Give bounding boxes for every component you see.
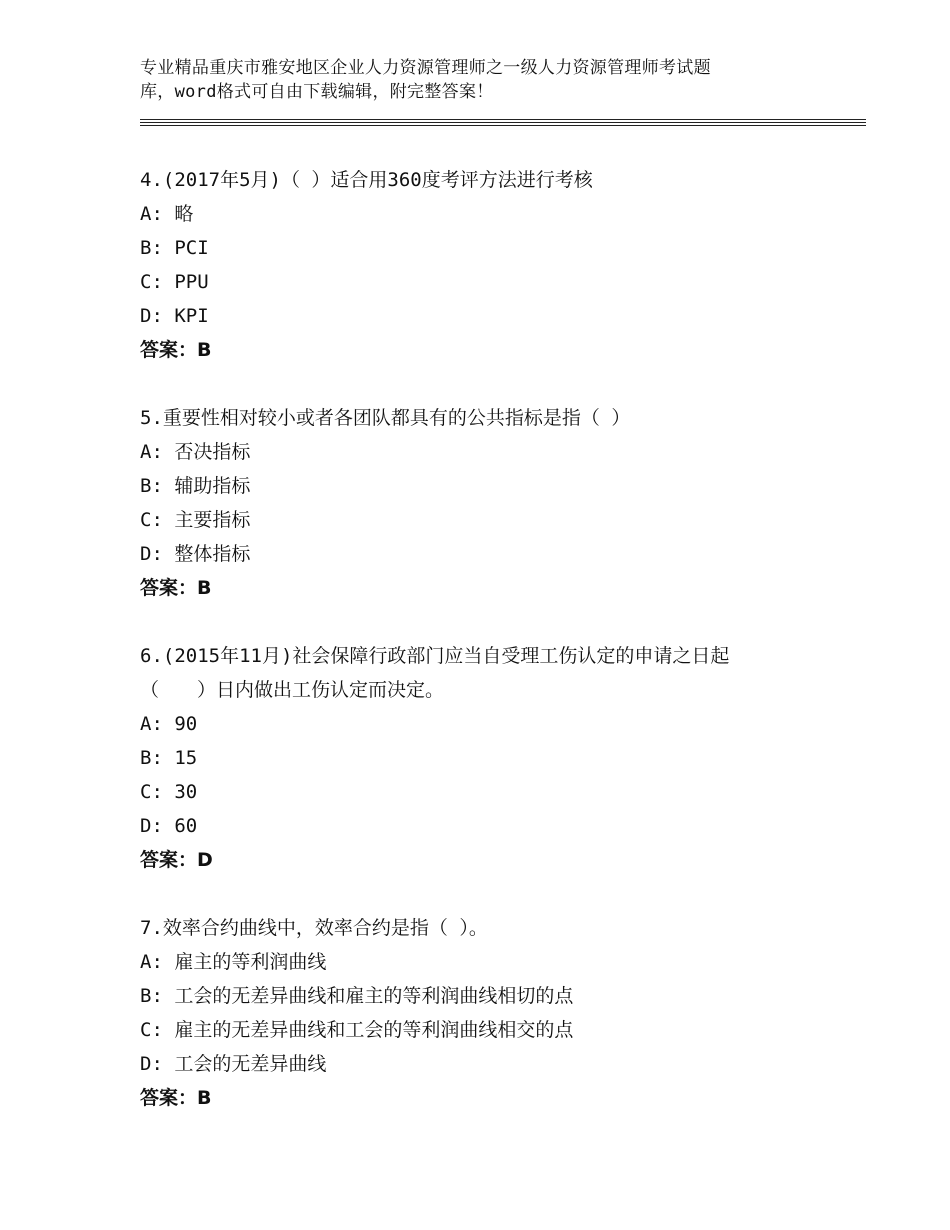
question-stem bbox=[140, 639, 860, 707]
option-d: D: 整体指标 bbox=[140, 543, 251, 565]
question-stem bbox=[140, 401, 860, 435]
option-b: B: 15 bbox=[140, 747, 198, 769]
document-header bbox=[140, 56, 840, 104]
question-stem-line: （ ）日内做出工伤认定而决定。 bbox=[140, 679, 445, 701]
option-d: D: KPI bbox=[140, 305, 209, 327]
option-b: B: 工会的无差异曲线和雇主的等利润曲线相切的点 bbox=[140, 985, 574, 1007]
option-a: A: 90 bbox=[140, 713, 198, 735]
option-a: A: 略 bbox=[140, 203, 194, 225]
option-c: C: 30 bbox=[140, 781, 198, 803]
answer-label: 答案：B bbox=[140, 577, 212, 599]
option-b: B: 辅助指标 bbox=[140, 475, 251, 497]
header-divider-line bbox=[140, 125, 866, 126]
option-c: C: 主要指标 bbox=[140, 509, 251, 531]
answer-label: 答案：B bbox=[140, 339, 212, 361]
question-stem-line: 5.重要性相对较小或者各团队都具有的公共指标是指（ ） bbox=[140, 407, 631, 429]
option-a: A: 雇主的等利润曲线 bbox=[140, 951, 327, 973]
question-4 bbox=[140, 163, 860, 367]
option-b: B: PCI bbox=[140, 237, 209, 259]
question-stem bbox=[140, 163, 860, 197]
answer-label: 答案：B bbox=[140, 1087, 212, 1109]
question-6 bbox=[140, 639, 860, 877]
question-stem-line: 6.(2015年11月)社会保障行政部门应当自受理工伤认定的申请之日起 bbox=[140, 645, 730, 667]
question-5 bbox=[140, 401, 860, 605]
header-divider-line bbox=[140, 122, 866, 123]
option-c: C: 雇主的无差异曲线和工会的等利润曲线相交的点 bbox=[140, 1019, 574, 1041]
header-divider-line bbox=[140, 119, 866, 120]
header-line-1: 专业精品重庆市雅安地区企业人力资源管理师之一级人力资源管理师考试题 bbox=[140, 58, 711, 78]
question-list bbox=[140, 163, 860, 1149]
question-stem bbox=[140, 911, 860, 945]
option-d: D: 工会的无差异曲线 bbox=[140, 1053, 327, 1075]
answer-label: 答案：D bbox=[140, 849, 213, 871]
option-a: A: 否决指标 bbox=[140, 441, 251, 463]
question-7 bbox=[140, 911, 860, 1115]
option-c: C: PPU bbox=[140, 271, 209, 293]
header-line-2: 库，word格式可自由下载编辑，附完整答案！ bbox=[140, 82, 494, 102]
question-stem-line: 4.(2017年5月)（ ）适合用360度考评方法进行考核 bbox=[140, 169, 593, 191]
option-d: D: 60 bbox=[140, 815, 198, 837]
question-stem-line: 7.效率合约曲线中，效率合约是指（ ）。 bbox=[140, 917, 488, 939]
